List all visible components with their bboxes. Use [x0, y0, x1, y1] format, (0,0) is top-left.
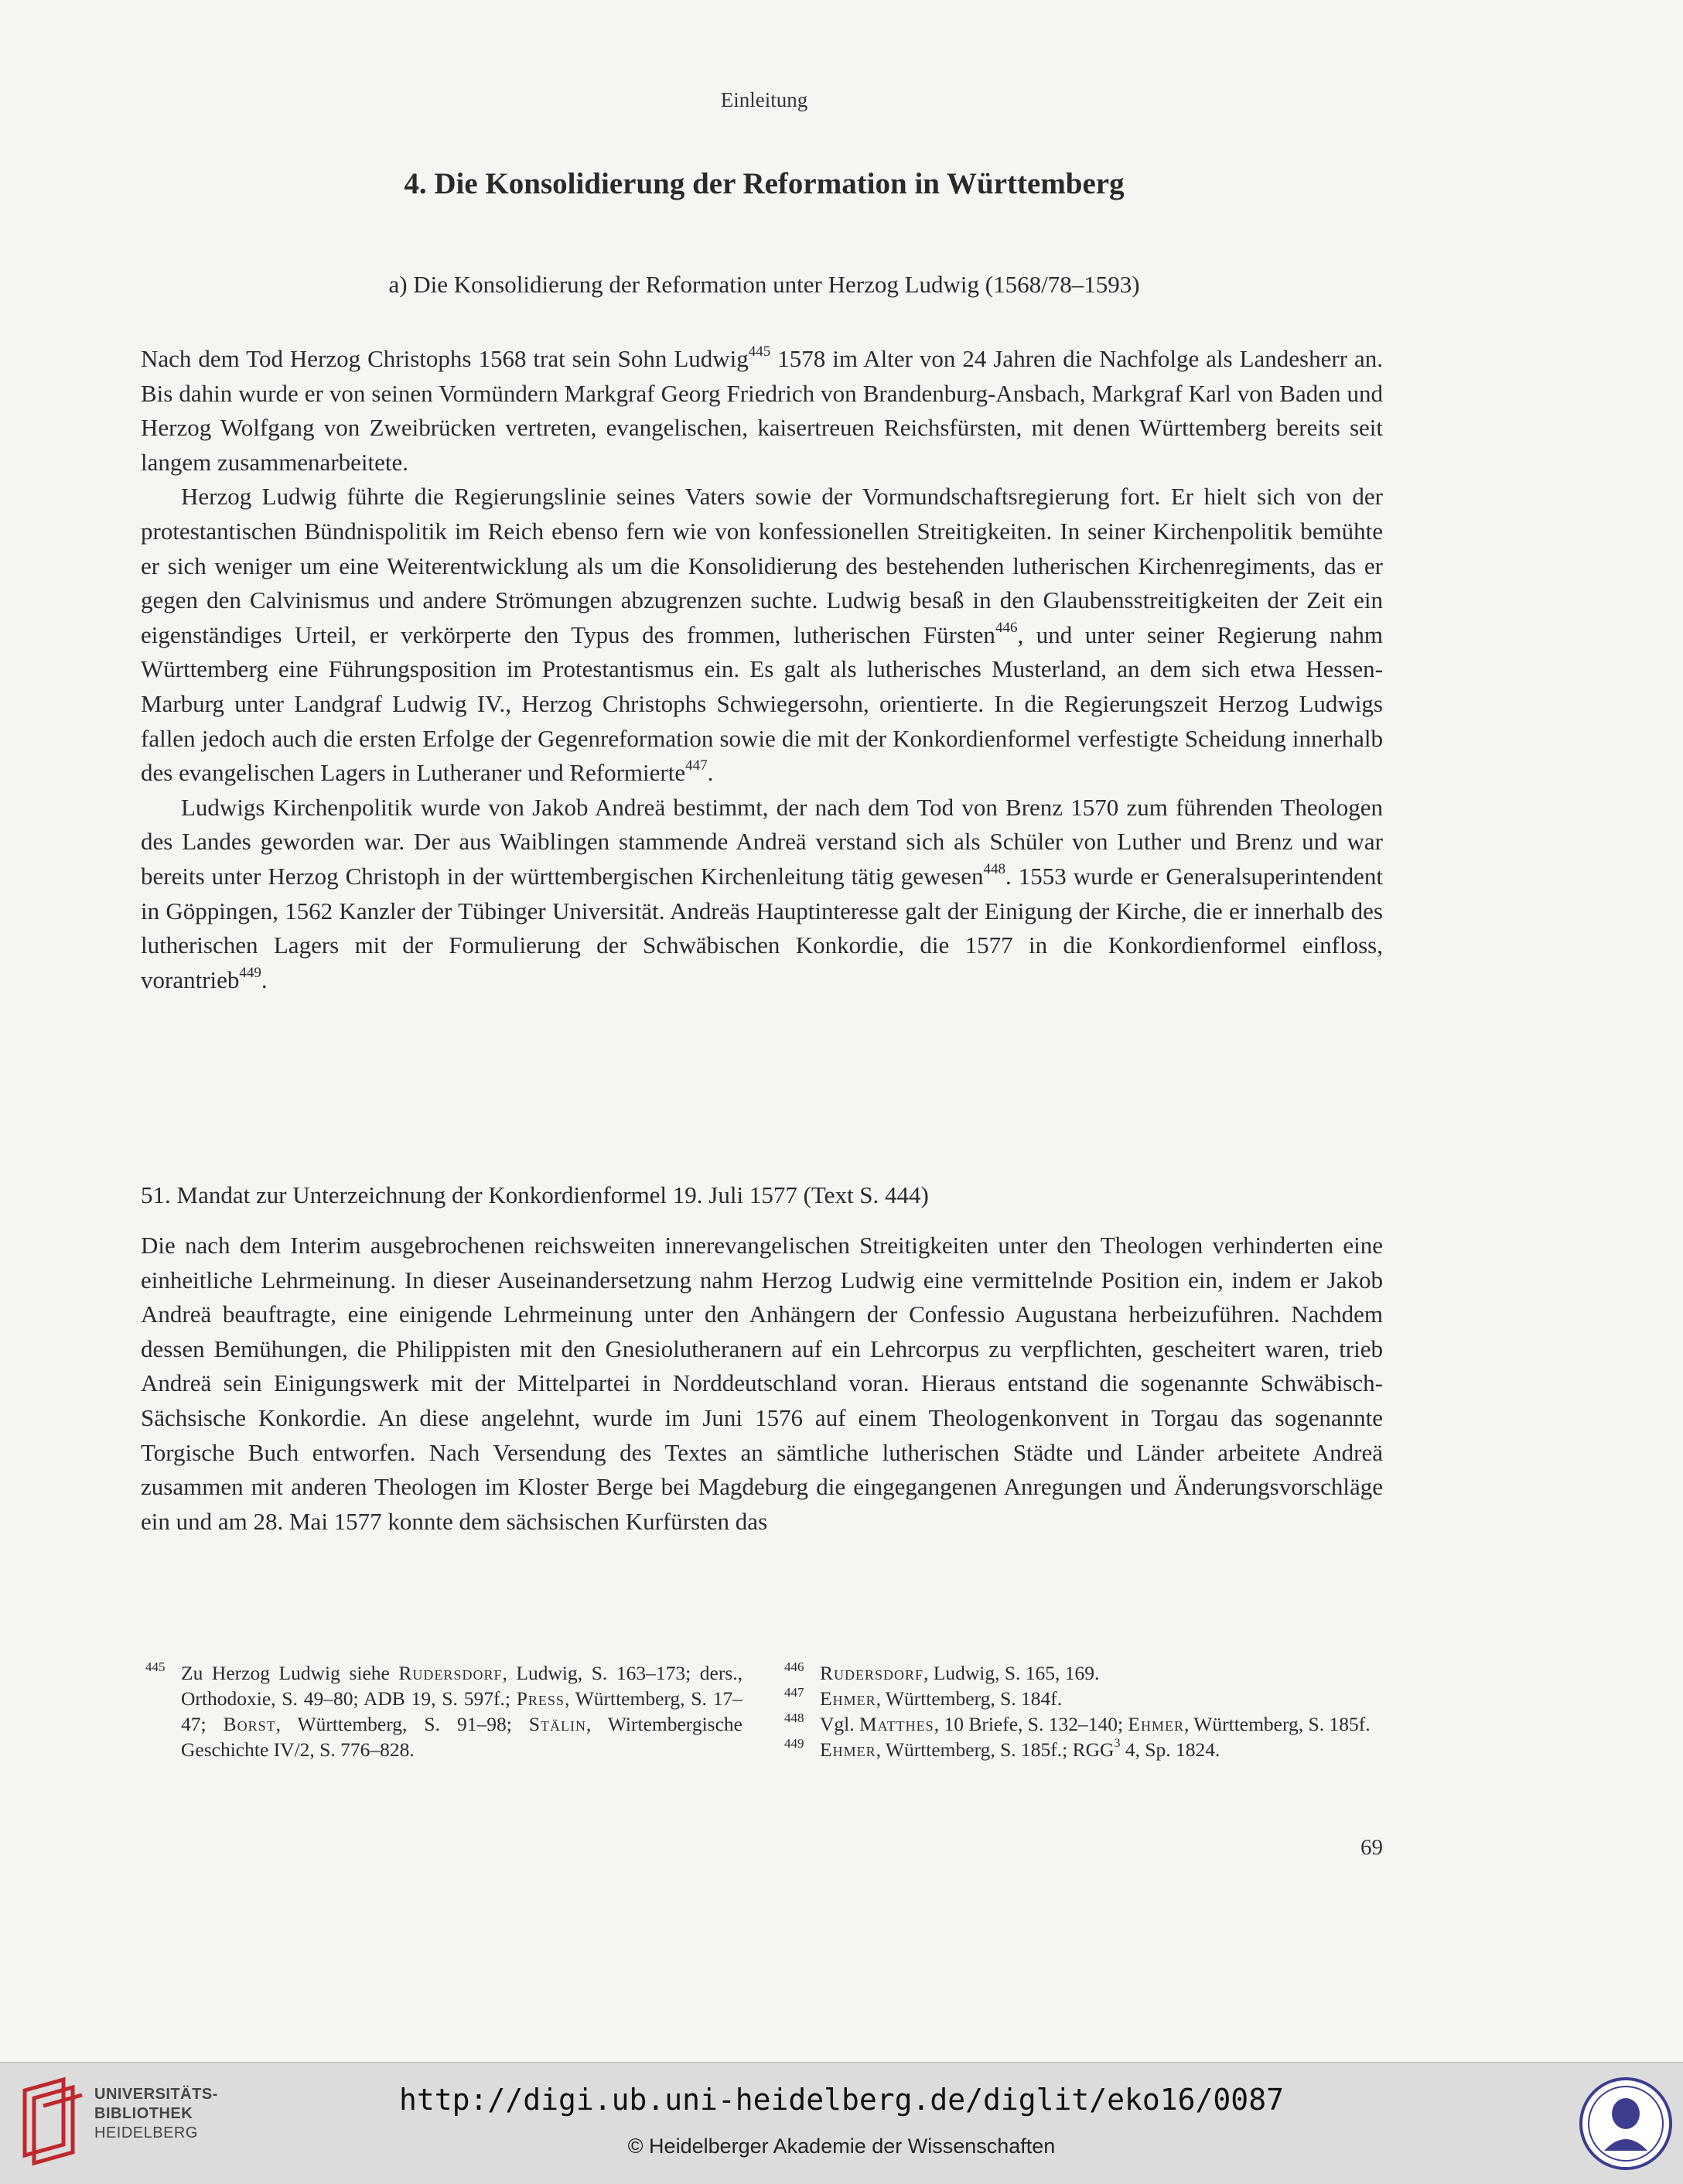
- footnote-ref-445[interactable]: 445: [748, 343, 771, 360]
- paragraph-1: Nach dem Tod Herzog Christophs 1568 trat sein Sohn Ludwig$^{445}$ 1578 im Alter von 24 Jahren die Nachfolge als Landesherr an. Bis dahin wurde er von seinen Vormündern Markgraf Georg Friedrich von Brandenburg-Ansbach, Markgraf Karl von Baden und Herzog Wolfgang von Zweibrücken vertreten, evangelischen, kaisertreuen Reichsfürsten, mit denen Württemberg bereits seit langem zusammenarbeitete.: [141, 343, 1383, 476]
- footnote-ref-448[interactable]: 448: [983, 860, 1005, 877]
- page-number: 69: [1360, 1835, 1383, 1860]
- permalink-url[interactable]: http://digi.ub.uni-heidelberg.de/diglit/eko16/0087: [399, 2083, 1284, 2117]
- paragraph-3: Ludwigs Kirchenpolitik wurde von Jakob Andreä bestimmt, der nach dem Tod von Brenz 1570 zum führenden Theologen des Landes geworden war. Der aus Waiblingen stammende Andreä verstand sich als Schüler von Luther und Brenz und war bereits unter Herzog Christoph in der württembergischen Kirchenleitung tätig gewesen$^{448}$. 1553 wurde er Generalsuperintendent in Göppingen, 1562 Kanzler der Tübinger Universität. Andreäs Hauptinteresse galt der Einigung der Kirche, die er innerhalb des lutherischen Lagers mit der Formulierung der Schwäbischen Konkordie, die 1577 in die Konkordienformel einfloss, vorantrieb$^{449}$.: [141, 793, 1383, 993]
- footnote-446: 446 Rudersdorf, Ludwig, S. 165, 169.: [784, 1659, 1100, 1684]
- academy-seal-icon[interactable]: [1578, 2073, 1674, 2174]
- chapter-title: 4. Die Konsolidierung der Reformation in Württemberg: [404, 167, 1125, 200]
- footnotes-right-column: [784, 1660, 1383, 1762]
- copyright-notice: © Heidelberger Akademie der Wissenschaften: [627, 2134, 1056, 2158]
- footnote-ref-449[interactable]: 449: [239, 964, 261, 981]
- footnotes-left-column: [145, 1660, 742, 1762]
- footnote-448: 448 Vgl. Matthes, 10 Briefe, S. 132–140; Ehmer, Württemberg, S. 185f.: [784, 1711, 1371, 1735]
- footnote-449: 449 Ehmer, Württemberg, S. 185f.; RGG$^3$ 4, Sp. 1824.: [784, 1736, 1220, 1761]
- body-text-block-1: [141, 342, 1383, 997]
- footnote-447: 447 Ehmer, Württemberg, S. 184f.: [784, 1685, 1063, 1710]
- paragraph-2: Herzog Ludwig führte die Regierungslinie seines Vaters sowie der Vormundschaftsregierung fort. Er hielt sich von der protestantischen Bündnispolitik im Reich ebenso fern wie von konfessionellen Streitigkeiten. In seiner Kirchenpolitik bemühte er sich weniger um eine Weiterentwicklung als um die Konsolidierung des bestehenden lutherischen Kirchenregiments, das er gegen den Calvinismus und andere Strömungen abzugrenzen suchte. Ludwig besaß in den Glaubensstreitigkeiten der Zeit ein eigenständiges Urteil, er verkörperte den Typus des frommen, lutherischen Fürsten$^{446}$, und unter seiner Regierung nahm Württemberg eine Führungsposition im Protestantismus ein. Es galt als lutherisches Musterland, an dem sich etwa Hessen-Marburg unter Landgraf Ludwig IV., Herzog Christophs Schwiegersohn, orientierte. In die Regierungszeit Herzog Ludwigs fallen jedoch auch die ersten Erfolge der Gegenreformation sowie die mit der Konkordienformel verfestigte Scheidung innerhalb des evangelischen Lagers in Lutheraner und Reformierte$^{447}$.: [141, 483, 1384, 787]
- library-name: UNIVERSITÄTS- BIBLIOTHEK HEIDELBERG: [94, 2086, 218, 2141]
- footnote-445: 445 Zu Herzog Ludwig siehe Rudersdorf, Ludwig, S. 163–173; ders., Orthodoxie, S. 49–80; ADB 19, S. 597f.; Press, Württemberg, S. 17–47; Borst, Württemberg, S. 91–98; Stälin, Wirtembergische Geschichte IV/2, S. 776–828.: [145, 1659, 742, 1761]
- running-head: Einleitung: [720, 88, 808, 111]
- section-title: a) Die Konsolidierung der Reformation unter Herzog Ludwig (1568/78–1593): [388, 271, 1140, 298]
- footnote-ref-447[interactable]: 447: [685, 757, 708, 774]
- document-heading: 51. Mandat zur Unterzeichnung der Konkordienformel 19. Juli 1577 (Text S. 444): [141, 1181, 929, 1208]
- body-text-block-2: [141, 1229, 1383, 1539]
- footnote-ref-446[interactable]: 446: [995, 619, 1018, 636]
- paragraph-4: Die nach dem Interim ausgebrochenen reichsweiten innerevangelischen Streitigkeiten unter den Theologen verhinderten eine einheitliche Lehrmeinung. In dieser Auseinandersetzung nahm Herzog Ludwig eine vermittelnde Position ein, indem er Jakob Andreä beauftragte, eine einigende Lehrmeinung unter den Anhängern der Confessio Augustana herbeizuführen. Nachdem dessen Bemühungen, die Philippisten mit den Gnesiolutheranern auf ein Lehrcorpus zu verpflichten, gescheitert waren, trieb Andreä sein Einigungswerk mit der Mittelpartei in Norddeutschland voran. Hieraus entstand die sogenannte Schwäbisch-Sächsische Konkordie. An diese angelehnt, wurde im Juni 1576 auf einem Theologenkonvent in Torgau das sogenannte Torgische Buch entworfen. Nach Versendung des Textes an sämtliche lutherischen Städte und Länder arbeitete Andreä zusammen mit anderen Theologen im Kloster Berge bei Magdeburg die eingegangenen Anregungen und Änderungsvorschläge ein und am 28. Mai 1577 konnte dem sächsischen Kurfürsten das: [141, 1232, 1383, 1535]
- viewer-footer-bar: [0, 2062, 1683, 2184]
